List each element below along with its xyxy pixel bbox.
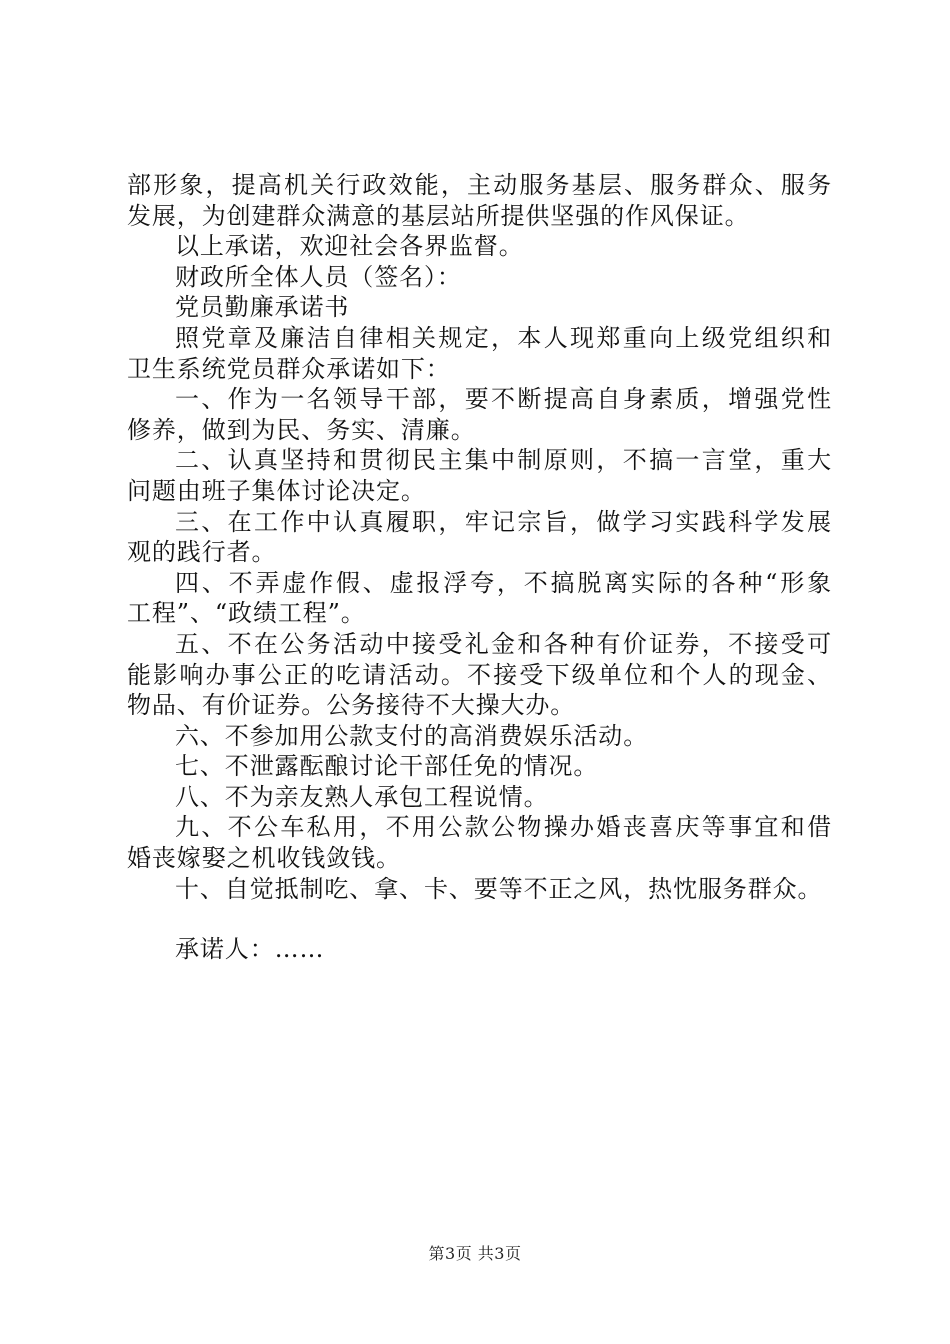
text-line: 部形象，提高机关行政效能，主动服务基层、服务群众、服务 <box>127 171 832 199</box>
promisor-line: 承诺人：…… <box>175 935 325 964</box>
text-line: 一、作为一名领导干部，要不断提高自身素质，增强党性 <box>175 385 832 414</box>
spacer <box>127 904 832 934</box>
text-line: 八、不为亲友熟人承包工程说情。 <box>175 782 549 811</box>
text-line: 二、认真坚持和贯彻民主集中制原则，不搞一言堂，重大 <box>175 446 832 475</box>
text-line: 九、不公车私用，不用公款公物操办婚丧喜庆等事宜和借 <box>175 813 832 842</box>
text-line: 婚丧嫁娶之机收钱敛钱。 <box>127 844 401 873</box>
text-line: 工程”、“政绩工程”。 <box>127 599 366 628</box>
text-line: 十、自觉抵制吃、拿、卡、要等不正之风，热忱服务群众。 <box>175 874 823 903</box>
text-line: 问题由班子集体讨论决定。 <box>127 476 426 505</box>
text-line: 物品、有价证券。公务接待不大操大办。 <box>127 691 576 720</box>
page-footer: 第3页 共3页 <box>428 1244 522 1263</box>
text-line: 照党章及廉洁自律相关规定，本人现郑重向上级党组织和 <box>175 323 832 352</box>
text-line: 七、不泄露酝酿讨论干部任免的情况。 <box>175 752 599 781</box>
text-line: 六、不参加用公款支付的高消费娱乐活动。 <box>175 721 649 750</box>
text-line: 卫生系统党员群众承诺如下： <box>127 354 451 383</box>
text-line: 三、在工作中认真履职，牢记宗旨，做学习实践科学发展 <box>175 507 832 536</box>
text-line: 观的践行者。 <box>127 538 277 567</box>
text-line: 修养，做到为民、务实、清廉。 <box>127 415 476 444</box>
text-line: 四、不弄虚作假、虚报浮夸，不搞脱离实际的各种“形象 <box>175 568 832 597</box>
text-line: 能影响办事公正的吃请活动。不接受下级单位和个人的现金、 <box>127 660 832 689</box>
section-title: 党员勤廉承诺书 <box>175 293 350 322</box>
document-body <box>127 170 832 965</box>
signature-line: 财政所全体人员（签名）： <box>175 262 462 291</box>
text-line: 五、不在公务活动中接受礼金和各种有价证券，不接受可 <box>175 629 832 658</box>
text-line: 以上承诺，欢迎社会各界监督。 <box>175 232 524 261</box>
text-line: 发展，为创建群众满意的基层站所提供坚强的作风保证。 <box>127 201 750 230</box>
